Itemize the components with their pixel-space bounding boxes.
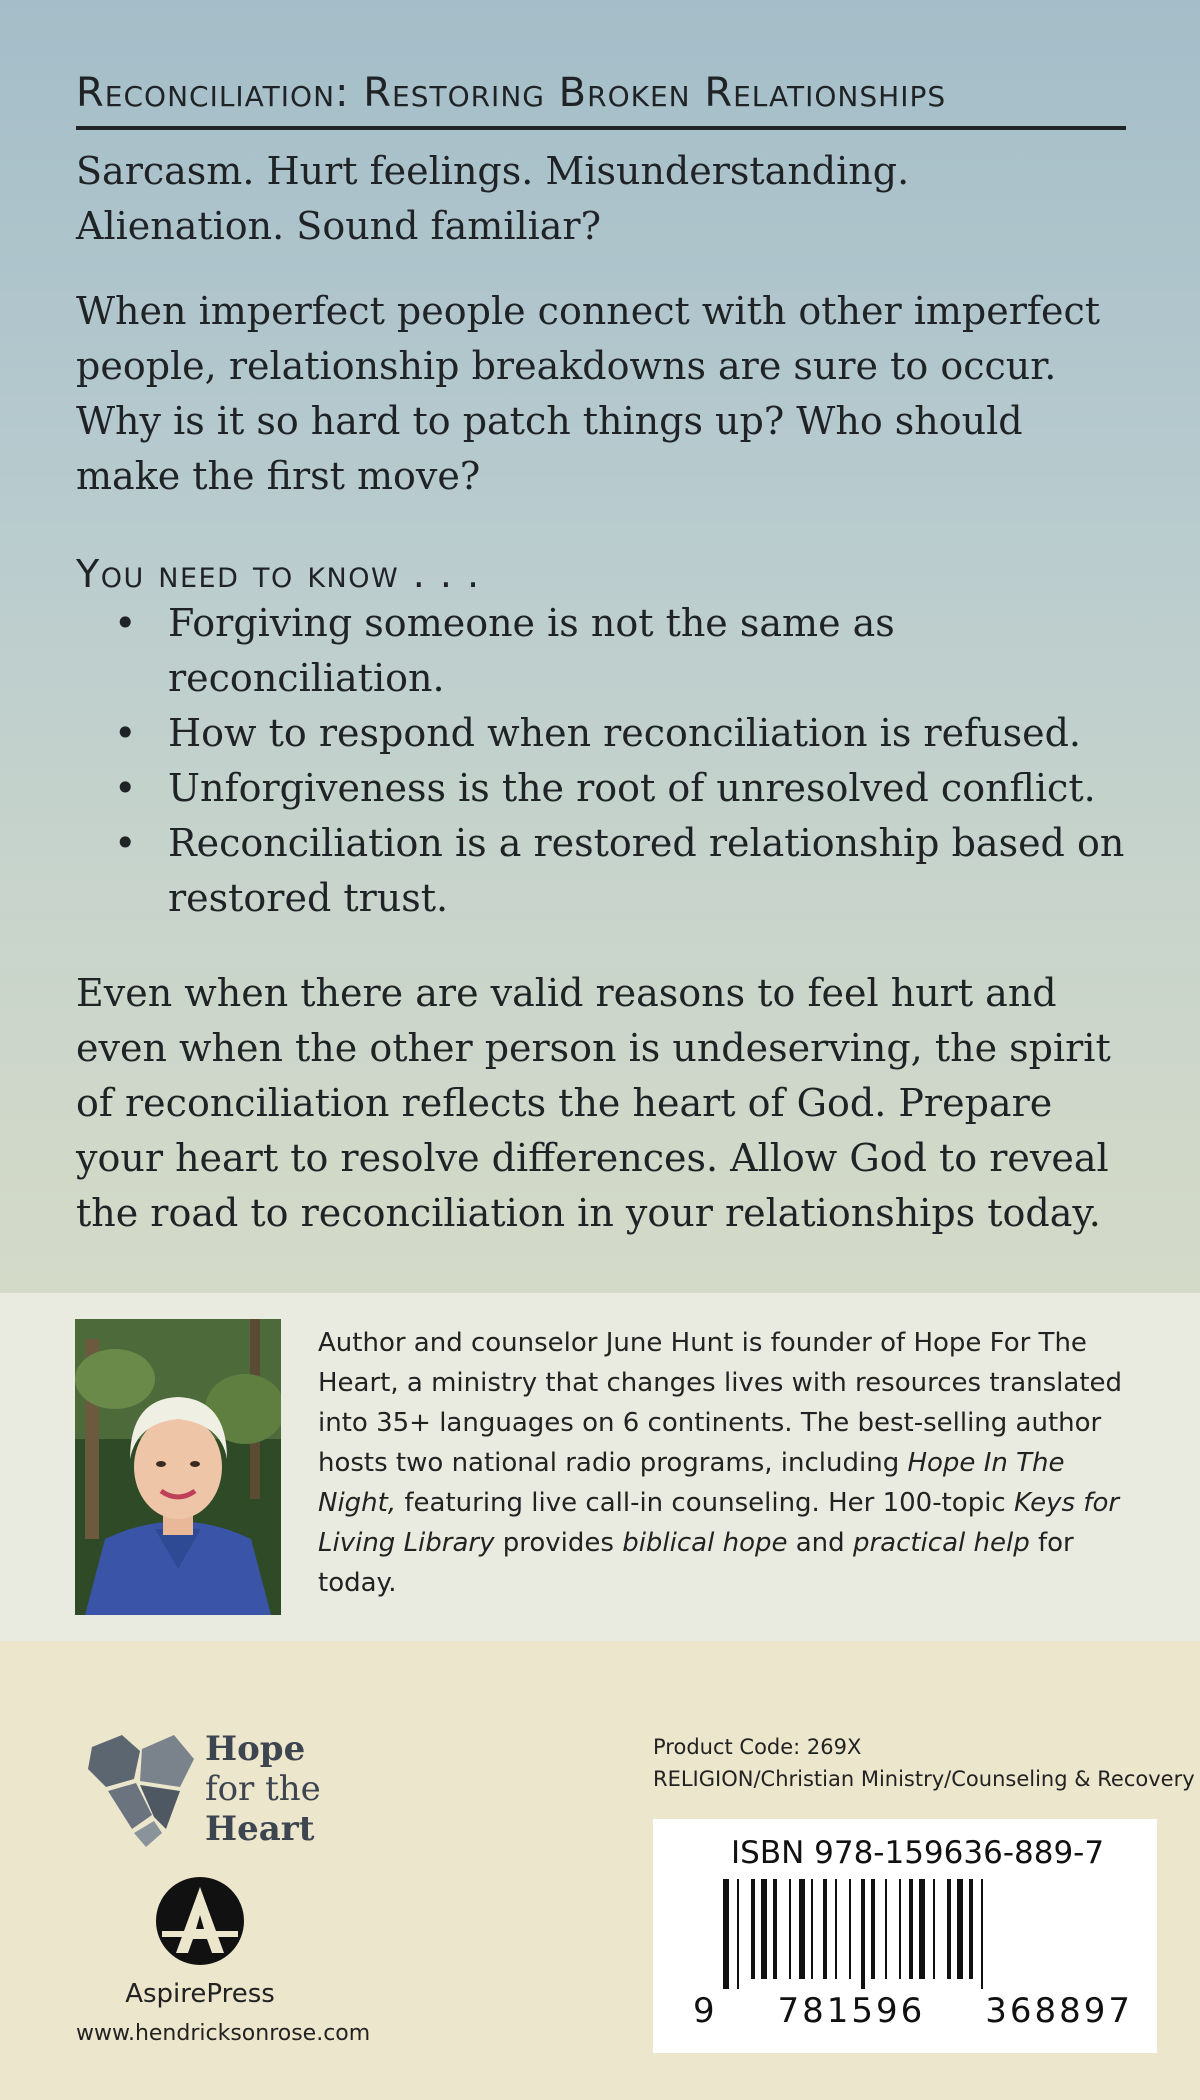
hope-for-the-heart-wordmark <box>205 1729 321 1849</box>
barcode-bar <box>899 1879 901 1979</box>
publisher-name: AspirePress <box>125 1979 275 2009</box>
barcode-bar <box>885 1879 887 1979</box>
barcode-box <box>653 1819 1157 2053</box>
barcode-bar <box>751 1879 755 1979</box>
barcode-bar <box>947 1879 951 1979</box>
product-info <box>653 1731 1195 1795</box>
barcode-bar <box>861 1879 865 1989</box>
barcode-bar <box>957 1879 963 1979</box>
publisher-section <box>0 1641 1200 2100</box>
author-bio <box>318 1323 1138 1603</box>
barcode-bar <box>909 1879 913 1979</box>
aspire-press-logo-icon <box>152 1873 248 1973</box>
barcode-bar <box>811 1879 813 1979</box>
description-paragraph: When imperfect people connect with other imperfect people, relationship breakdowns are sure to occur. Why is it so hard to patch things up? Who should make the first move? <box>76 289 1101 498</box>
logo-text: Hope <box>205 1729 306 1769</box>
product-code: Product Code: 269X <box>653 1735 862 1759</box>
author-portrait-image <box>75 1319 281 1615</box>
bio-text: provides <box>494 1528 623 1558</box>
barcode-bar <box>773 1879 777 1979</box>
author-section <box>0 1293 1200 1641</box>
back-cover-copy <box>76 70 1126 1241</box>
barcode-bar <box>981 1879 983 1989</box>
logo-text: for the <box>205 1769 321 1809</box>
bio-italic-text: biblical hope <box>622 1528 788 1558</box>
bio-italic-text: practical help <box>852 1528 1030 1558</box>
bio-text: and <box>787 1528 853 1558</box>
list-item: • How to respond when reconciliation is refused. <box>114 706 1126 761</box>
barcode-bar <box>737 1879 739 1989</box>
barcode-bar <box>969 1879 973 1979</box>
author-photo <box>75 1319 281 1615</box>
barcode-bar <box>823 1879 827 1979</box>
need-to-know-heading: You need to know . . . <box>76 552 481 596</box>
bio-text: for today. <box>318 1528 1074 1598</box>
barcode-digit-group: 781596 <box>777 1991 926 2031</box>
need-to-know-list <box>76 596 1126 926</box>
isbn-number: ISBN 978-159636-889-7 <box>731 1835 1105 1871</box>
barcode-bar <box>933 1879 935 1979</box>
barcode-bar <box>761 1879 767 1979</box>
barcode-image <box>693 1879 1133 1989</box>
bio-text: featuring live call-in counseling. Her 100-topic <box>396 1488 1014 1518</box>
barcode-bar <box>789 1879 791 1979</box>
barcode-bar <box>799 1879 805 1979</box>
barcode-digits <box>693 1991 1133 2031</box>
barcode-bar <box>835 1879 837 1979</box>
barcode-bar <box>871 1879 875 1979</box>
barcode-bar <box>849 1879 851 1979</box>
logo-text: Heart <box>205 1809 315 1849</box>
bio-italic-text: Keys for Living Library <box>318 1488 1120 1558</box>
barcode-digit-group: 368897 <box>985 1991 1133 2031</box>
product-category: RELIGION/Christian Ministry/Counseling & Recovery <box>653 1767 1195 1791</box>
list-item: • Reconciliation is a restored relationship based on restored trust. <box>114 816 1126 926</box>
book-heading: Reconciliation: Restoring Broken Relationships <box>76 70 1126 130</box>
barcode-bar <box>723 1879 729 1989</box>
closing-paragraph: Even when there are valid reasons to feel hurt and even when the other person is undeserving, the spirit of reconciliation reflects the heart of God. Prepare your heart to resolve differences. Allow God to reveal the road to reconciliation in your relationships today. <box>76 971 1111 1235</box>
barcode-digit-group: 9 <box>693 1991 718 2031</box>
publisher-website: www.hendricksonrose.com <box>76 2021 371 2046</box>
list-item: • Unforgiveness is the root of unresolved conflict. <box>114 761 1126 816</box>
list-item: • Forgiving someone is not the same as reconciliation. <box>114 596 1126 706</box>
bio-text: Author and counselor June Hunt is founder of Hope For The Heart, a ministry that changes lives with resources translated into 35+ languages on 6 continents. The best-selling author hosts two national radio programs, including <box>318 1328 1123 1478</box>
barcode-bar <box>919 1879 925 1979</box>
intro-paragraph: Sarcasm. Hurt feelings. Misunderstanding. Alienation. Sound familiar? <box>76 149 910 248</box>
bio-italic-text: Hope In The Night, <box>318 1448 1065 1518</box>
